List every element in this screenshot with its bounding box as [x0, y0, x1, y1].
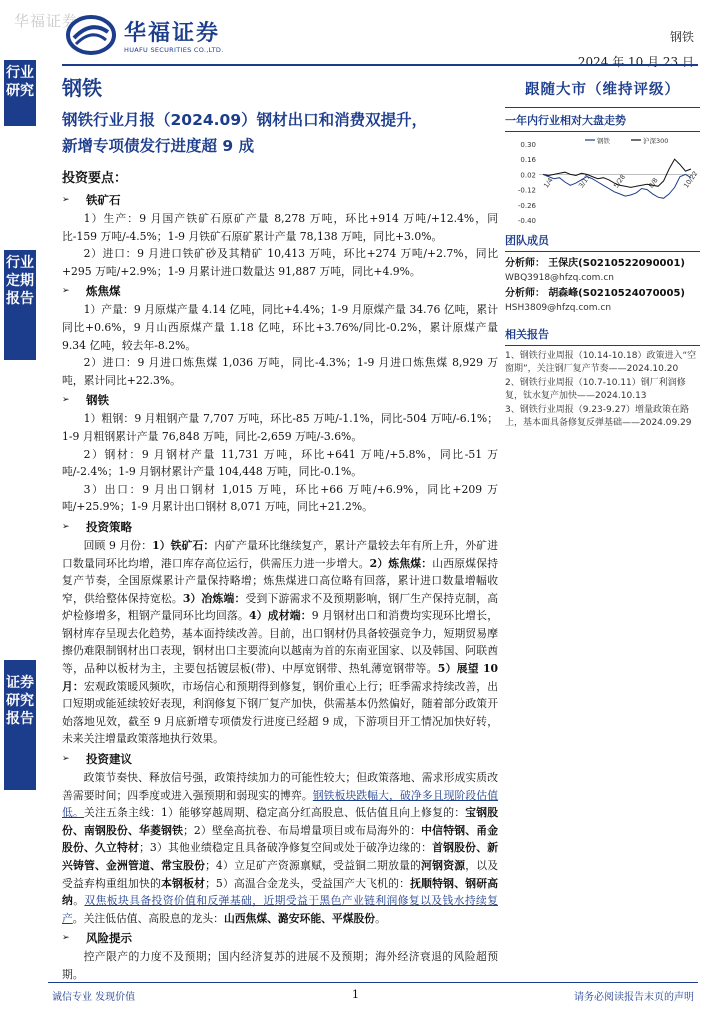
right-column [505, 72, 700, 431]
related-report-2[interactable]: 2、钢铁行业周报（10.7-10.11）钢厂利润修复，钛水复产加快——2024.10.13 [505, 378, 686, 401]
y-tick-label: -0.12 [517, 186, 536, 195]
x-tick-label: 1/4 [542, 176, 555, 190]
page-sector: 钢铁 [62, 76, 102, 100]
title-line-2: 新增专项债发行进度超 9 成 [62, 137, 255, 155]
steel-products: 2）钢材：9 月钢材产量 11,731 万吨，环比+641 万吨/+5.8%，同比-51 万吨/-2.4%；1-9 月钢材累计产量 104,448 万吨，同比-0.1%。 [62, 447, 498, 479]
title-line-1: 钢铁行业月报（2024.09）钢材出口和消费双提升， [62, 111, 428, 129]
legend-label: 钢铁 [597, 137, 610, 145]
footer-divider [48, 982, 698, 983]
logo-text-cn: 华福证券 [124, 21, 221, 46]
logo-text-en: HUAFU SECURITIES CO.,LTD. [124, 46, 224, 54]
chart-title: 一年内行业相对大盘走势 [505, 112, 700, 132]
watermark: 华福证券 [14, 12, 79, 30]
arrow-icon: ➢ [62, 195, 70, 205]
iron-production: 1）生产：9 月国产铁矿石原矿产量 8,278 万吨，环比+914 万吨/+12.4%，同比-159 万吨/-4.5%；1-9 月铁矿石原矿累计产量 78,138 万吨，同比+3.0%。 [62, 212, 498, 243]
team-list [505, 256, 700, 316]
strategy-text: 回顾 9 月份：1）铁矿石：内矿产量环比继续复产，累计产量较去年有所上升，外矿进口数量同环比均增，港口库存高位运行，供需压力进一步增大。2）炼焦煤：山西原煤保持复产节奏，全国原煤累计产量保持略增；炼焦煤进口高位略有回落，累计进口数量增幅收窄，供给整体保持宽松。3）冶炼端：受到下游需求不及预期影响，钢厂生产保持克制，高炉检修增多，粗钢产量同环比均回落。4）成材端：9 月钢材出口和消费均实现环比增长，钢材库存呈现去化趋势，基本面持续改善。目前，出口钢材仍具备较强竞争力，短期贸易摩擦仍难限制钢材出口表现，钢材出口主要流向以越南为首的东南亚国家、以及韩国、阿联酋等，品种以板材为主，主要包括镀层板(带)、中厚宽钢带、热轧薄宽钢带等。5）展望 10 月：宏观政策暖风频吹，市场信心和预期得到修复，钢价重心上行；旺季需求持续改善，出口短期或能延续较好表现，利润修复下钢厂复产加快，供需基本仍然偏好，随着部分政策开始落地见效，截至 9 月底新增专项债发行进度已经超 9 成，下游项目开工情况加快好转，未来关注增量政策落地执行效果。 [62, 538, 499, 746]
x-tick-label: 10/22 [682, 169, 700, 190]
coal-import: 2）进口：9 月进口炼焦煤 1,036 万吨，同比-4.3%；1-9 月进口炼焦煤 8,929 万吨，累计同比+22.3%。 [62, 356, 498, 387]
section-strategy: ➢ 投资策略 [62, 519, 132, 534]
analyst-2: 分析师： 胡森峰(S0210524070005) [505, 288, 685, 299]
y-tick-label: 0.16 [520, 156, 536, 165]
arrow-icon: ➢ [62, 933, 70, 944]
arrow-icon: ➢ [62, 754, 70, 765]
y-tick-label: 0.02 [520, 171, 536, 180]
analyst-1: 分析师： 王保庆(S0210522090001) [505, 258, 685, 269]
analyst-1-email[interactable]: WBQ3918@hfzq.com.cn [505, 273, 614, 283]
header-divider [62, 64, 698, 66]
related-title: 相关报告 [505, 326, 700, 346]
related-report-3[interactable]: 3、钢铁行业周报（9.23-9.27）增量政策在路上，基本面具备修复反弹基础——2024.09.29 [505, 405, 692, 428]
rating-divider [505, 107, 700, 108]
risk-text: 控产限产的力度不及预期；国内经济复苏的进展不及预期；海外经济衰退的风险超预期。 [62, 950, 498, 981]
section-advice: ➢ 投资建议 [62, 752, 132, 767]
section-iron: ➢ 铁矿石 [62, 193, 121, 207]
page-title [62, 107, 498, 159]
related-report-1[interactable]: 1、钢铁行业周报（10.14-10.18）政策进入“空窗期”，关注钢厂复产节奏——2024.10.20 [505, 351, 697, 374]
x-tick-label: 8/8 [647, 176, 660, 190]
related-reports [505, 350, 700, 430]
legend-label: 沪深300 [643, 137, 669, 145]
x-tick-label: 3/17 [577, 172, 593, 190]
y-tick-label: -0.40 [517, 217, 536, 225]
page-number: 1 [352, 988, 359, 1001]
y-tick-label: 0.30 [520, 141, 536, 149]
coal-production: 1）产量：9 月原煤产量 4.14 亿吨，同比+4.4%；1-9 月原煤产量 34.76 亿吨，累计同比+0.6%，9 月山西原煤产量 1.18 亿吨，环比+3.76%/同比-0.2%，累计原煤产量 9.34 亿吨，较去年-8.2%。 [62, 303, 498, 352]
section-coal: ➢ 炼焦煤 [62, 284, 121, 299]
section-risk: ➢ 风险提示 [62, 931, 132, 946]
arrow-icon: ➢ [62, 521, 70, 532]
sidebar [0, 60, 40, 980]
relative-performance-chart [505, 136, 700, 228]
sidebar-securities-report: 证券研究报告 [4, 660, 36, 790]
logo-mark-icon [66, 14, 116, 56]
arrow-icon: ➢ [62, 286, 70, 297]
steel-crude: 1）粗钢：9 月粗钢产量 7,707 万吨，环比-85 万吨/-1.1%，同比-504 万吨/-6.1%；1-9 月粗钢累计产量 76,848 万吨，同比-2,659 万吨/-3.6%。 [62, 412, 498, 443]
arrow-icon: ➢ [62, 395, 70, 406]
header-date: 2024 年 10 月 23 日 [577, 55, 694, 69]
sidebar-periodic-report: 行业定期报告 [4, 250, 36, 360]
key-points-heading: 投资要点： [62, 171, 128, 186]
x-tick-label: 5/28 [612, 172, 628, 190]
footer-disclaimer: 请务必阅读报告末页的声明 [574, 992, 694, 1003]
footer-slogan: 诚信专业 发现价值 [52, 992, 136, 1003]
company-logo [66, 14, 256, 60]
header-sector: 钢铁 [669, 30, 694, 44]
rating: 跟随大市（维持评级） [525, 82, 680, 98]
y-tick-label: -0.26 [517, 201, 536, 210]
analyst-2-email[interactable]: HSH3809@hfzq.com.cn [505, 303, 612, 313]
team-title: 团队成员 [505, 232, 700, 252]
advice-text: 政策节奏快、释放信号强，政策持续加力的可能性较大；但政策落地、需求形成实质改善需要时间；四季度或进入强预期和弱现实的博弈。钢铁板块跌幅大，破净多且现阶段估值低。关注五条主线：1）能够穿越周期、稳定高分红高股息、低估值且向上修复的：宝钢股份、南钢股份、华菱钢铁；2）壁垒高抗卷、布局增量项目或布局海外的：中信特钢、甬金股份、久立特材；3）其他业绩稳定且具备破净修复空间或处于破净边缘的：首钢股份、新兴铸管、金洲管道、常宝股份；4）立足矿产资源禀赋，受益铜二期放量的河钢资源，以及受益弃构重组加快的本钢板材；5）高温合金龙头，受益国产大飞机的：抚顺特钢、钢研高纳。双焦板块具备投资价值和反弹基础，近期受益于黑色产业链利润修复以及钱水持续复产。关注低估值、高股息的龙头：山西焦煤、潞安环能、平煤股份。 [62, 771, 499, 925]
section-steel: ➢ 钢铁 [62, 393, 109, 408]
steel-export: 3）出口：9 月出口钢材 1,015 万吨，环比+66 万吨/+6.9%，同比+209 万吨/+25.9%；1-9 月累计出口钢材 8,071 万吨，同比+21.2%。 [62, 482, 498, 514]
sidebar-industry-research: 行业研究 [4, 60, 36, 126]
main-content [62, 72, 498, 984]
chart-svg [505, 136, 700, 228]
iron-import: 2）进口：9 月进口铁矿砂及其精矿 10,413 万吨，环比+274 万吨/+2.7%，同比+295 万吨/+2.9%；1-9 月累计进口数量达 91,887 万吨，同比+4.9%。 [62, 247, 498, 278]
